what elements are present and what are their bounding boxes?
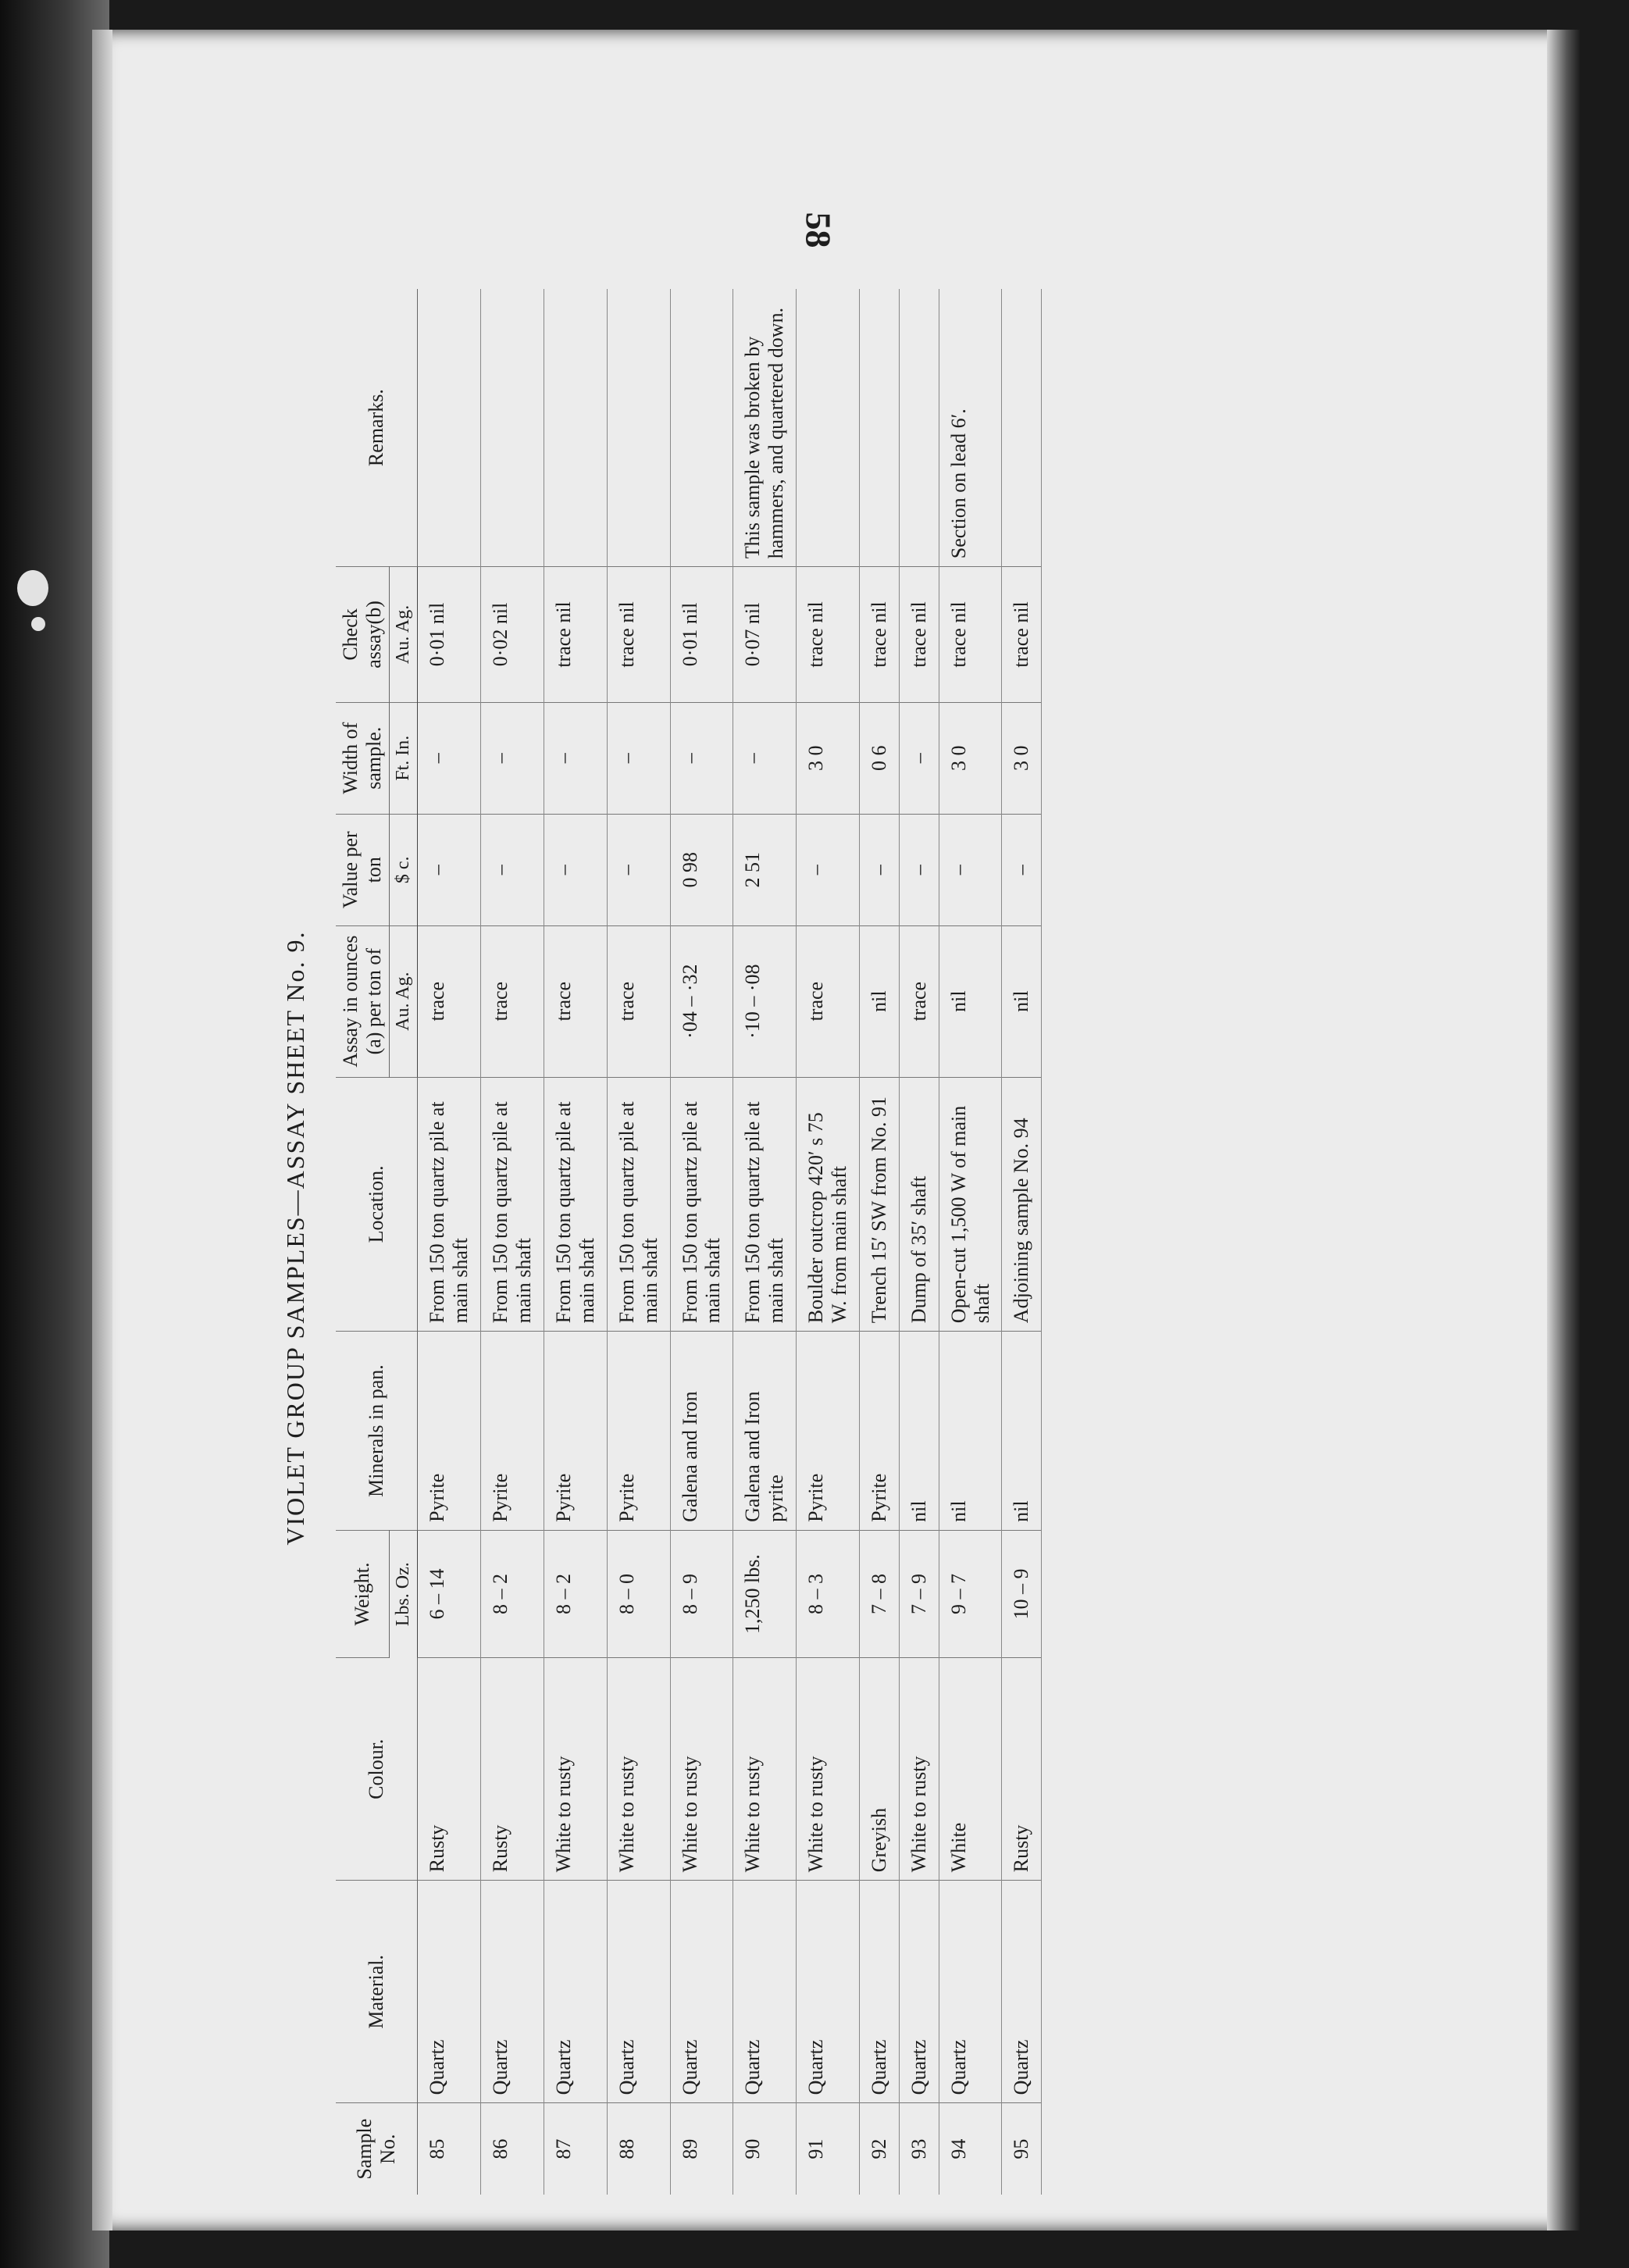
cell-colour: White to rusty: [797, 1658, 860, 1881]
cell-sample-no: 87: [544, 2103, 607, 2195]
cell-remarks: [418, 289, 481, 567]
cell-weight: 8 – 3: [797, 1530, 860, 1657]
cell-minerals: Pyrite: [797, 1332, 860, 1531]
header-minerals: Minerals in pan.: [336, 1332, 418, 1531]
cell-sample-no: 91: [797, 2103, 860, 2195]
cell-minerals: Pyrite: [859, 1332, 899, 1531]
cell-material: Quartz: [418, 1881, 481, 2103]
cell-assay: ·10 – ·08: [733, 925, 797, 1077]
cell-value: –: [544, 814, 607, 925]
cell-material: Quartz: [481, 1881, 544, 2103]
table-row: [607, 289, 670, 2195]
cell-sample-no: 90: [733, 2103, 797, 2195]
cell-check-assay: trace nil: [859, 567, 899, 702]
cell-width: –: [670, 702, 733, 814]
cell-material: Quartz: [939, 1881, 1002, 2103]
cell-minerals: Pyrite: [607, 1332, 670, 1531]
cell-value: –: [481, 814, 544, 925]
header-sample-no: Sample No.: [336, 2103, 418, 2195]
table-row: [418, 289, 481, 2195]
cell-check-assay: trace nil: [899, 567, 939, 702]
header-remarks: Remarks.: [336, 289, 418, 567]
cell-sample-no: 94: [939, 2103, 1002, 2195]
cell-width: 0 6: [859, 702, 899, 814]
cell-assay: trace: [544, 925, 607, 1077]
header-row: [336, 289, 389, 2195]
cell-value: –: [607, 814, 670, 925]
cell-location: From 150 ton quartz pile at main shaft: [670, 1077, 733, 1332]
cell-check-assay: 0·01 nil: [670, 567, 733, 702]
table-row: [859, 289, 899, 2195]
cell-minerals: Pyrite: [544, 1332, 607, 1531]
cell-location: Open-cut 1,500 W of main shaft: [939, 1077, 1002, 1332]
rotated-assay-sheet: [281, 266, 1320, 2210]
sheet-title: VIOLET GROUP SAMPLES—ASSAY SHEET No. 9.: [281, 930, 309, 1546]
cell-remarks: [1002, 289, 1042, 567]
cell-location: Trench 15′ SW from No. 91: [859, 1077, 899, 1332]
header-value: Value per ton: [336, 814, 389, 925]
cell-value: –: [418, 814, 481, 925]
cell-colour: White to rusty: [670, 1658, 733, 1881]
header-weight: Weight.: [336, 1530, 389, 1657]
cell-material: Quartz: [670, 1881, 733, 2103]
cell-colour: Rusty: [418, 1658, 481, 1881]
cell-material: Quartz: [1002, 1881, 1042, 2103]
cell-sample-no: 86: [481, 2103, 544, 2195]
cell-remarks: This sample was broken by hammers, and quartered down.: [733, 289, 797, 567]
cell-assay: trace: [481, 925, 544, 1077]
cell-material: Quartz: [859, 1881, 899, 2103]
cell-assay: nil: [939, 925, 1002, 1077]
cell-width: –: [899, 702, 939, 814]
cell-minerals: Galena and Iron pyrite: [733, 1332, 797, 1531]
cell-sample-no: 88: [607, 2103, 670, 2195]
cell-colour: White: [939, 1658, 1002, 1881]
cell-minerals: Galena and Iron: [670, 1332, 733, 1531]
cell-sample-no: 93: [899, 2103, 939, 2195]
cell-assay: nil: [859, 925, 899, 1077]
cell-location: From 150 ton quartz pile at main shaft: [544, 1077, 607, 1332]
cell-width: –: [607, 702, 670, 814]
cell-remarks: [607, 289, 670, 567]
cell-value: –: [1002, 814, 1042, 925]
cell-colour: White to rusty: [899, 1658, 939, 1881]
cell-colour: White to rusty: [607, 1658, 670, 1881]
cell-weight: 9 – 7: [939, 1530, 1002, 1657]
scan-dust-speck: [31, 617, 45, 631]
binding-strip: [92, 30, 112, 2231]
cell-colour: White to rusty: [544, 1658, 607, 1881]
cell-location: From 150 ton quartz pile at main shaft: [418, 1077, 481, 1332]
cell-value: –: [899, 814, 939, 925]
cell-colour: Rusty: [481, 1658, 544, 1881]
cell-material: Quartz: [607, 1881, 670, 2103]
cell-assay: ·04 – ·32: [670, 925, 733, 1077]
cell-minerals: Pyrite: [418, 1332, 481, 1531]
cell-assay: nil: [1002, 925, 1042, 1077]
cell-width: –: [733, 702, 797, 814]
cell-colour: Greyish: [859, 1658, 899, 1881]
subheader-width: Ft. In.: [389, 702, 418, 814]
cell-minerals: nil: [939, 1332, 1002, 1531]
cell-location: Adjoining sample No. 94: [1002, 1077, 1042, 1332]
cell-sample-no: 89: [670, 2103, 733, 2195]
cell-location: Dump of 35′ shaft: [899, 1077, 939, 1332]
cell-colour: White to rusty: [733, 1658, 797, 1881]
table-row: [481, 289, 544, 2195]
cell-width: 3 0: [797, 702, 860, 814]
cell-value: –: [939, 814, 1002, 925]
cell-remarks: Section on lead 6′.: [939, 289, 1002, 567]
cell-location: Boulder outcrop 420′ s 75 W. from main shaft: [797, 1077, 860, 1332]
cell-remarks: [481, 289, 544, 567]
table-row: [670, 289, 733, 2195]
cell-sample-no: 92: [859, 2103, 899, 2195]
cell-weight: 8 – 9: [670, 1530, 733, 1657]
table-row: [797, 289, 860, 2195]
cell-location: From 150 ton quartz pile at main shaft: [481, 1077, 544, 1332]
cell-assay: trace: [797, 925, 860, 1077]
cell-assay: trace: [899, 925, 939, 1077]
cell-sample-no: 85: [418, 2103, 481, 2195]
cell-assay: trace: [607, 925, 670, 1077]
cell-check-assay: trace nil: [797, 567, 860, 702]
cell-weight: 8 – 2: [544, 1530, 607, 1657]
cell-colour: Rusty: [1002, 1658, 1042, 1881]
header-assay: Assay in ounces (a) per ton of: [336, 925, 389, 1077]
header-material: Material.: [336, 1881, 418, 2103]
cell-check-assay: trace nil: [544, 567, 607, 702]
subheader-assay: Au. Ag.: [389, 925, 418, 1077]
cell-minerals: Pyrite: [481, 1332, 544, 1531]
cell-value: 2 51: [733, 814, 797, 925]
cell-check-assay: trace nil: [1002, 567, 1042, 702]
table-row: [544, 289, 607, 2195]
cell-value: –: [797, 814, 860, 925]
cell-location: From 150 ton quartz pile at main shaft: [733, 1077, 797, 1332]
header-location: Location.: [336, 1077, 418, 1332]
cell-weight: 8 – 0: [607, 1530, 670, 1657]
cell-weight: 6 – 14: [418, 1530, 481, 1657]
cell-minerals: nil: [1002, 1332, 1042, 1531]
cell-value: 0 98: [670, 814, 733, 925]
cell-check-assay: trace nil: [607, 567, 670, 702]
subheader-weight: Lbs. Oz.: [389, 1530, 418, 1657]
cell-sample-no: 95: [1002, 2103, 1042, 2195]
cell-location: From 150 ton quartz pile at main shaft: [607, 1077, 670, 1332]
cell-weight: 7 – 9: [899, 1530, 939, 1657]
table-row: [733, 289, 797, 2195]
header-width: Width of sample.: [336, 702, 389, 814]
cell-check-assay: 0·07 nil: [733, 567, 797, 702]
subheader-check: Au. Ag.: [389, 567, 418, 702]
cell-remarks: [899, 289, 939, 567]
cell-material: Quartz: [797, 1881, 860, 2103]
cell-material: Quartz: [733, 1881, 797, 2103]
cell-minerals: nil: [899, 1332, 939, 1531]
cell-weight: 7 – 8: [859, 1530, 899, 1657]
cell-width: 3 0: [939, 702, 1002, 814]
cell-weight: 1,250 lbs.: [733, 1530, 797, 1657]
cell-width: –: [544, 702, 607, 814]
table-row: [899, 289, 939, 2195]
cell-check-assay: 0·02 nil: [481, 567, 544, 702]
cell-width: 3 0: [1002, 702, 1042, 814]
cell-remarks: [670, 289, 733, 567]
page-right-edge: [1547, 30, 1580, 2231]
table-row: [1002, 289, 1042, 2195]
cell-weight: 8 – 2: [481, 1530, 544, 1657]
page-number: 58: [798, 212, 839, 248]
cell-weight: 10 – 9: [1002, 1530, 1042, 1657]
cell-remarks: [859, 289, 899, 567]
assay-table: [336, 289, 1042, 2195]
cell-width: –: [418, 702, 481, 814]
cell-assay: trace: [418, 925, 481, 1077]
header-colour: Colour.: [336, 1658, 418, 1881]
cell-material: Quartz: [544, 1881, 607, 2103]
cell-check-assay: 0·01 nil: [418, 567, 481, 702]
subheader-value: $ c.: [389, 814, 418, 925]
cell-value: –: [859, 814, 899, 925]
cell-width: –: [481, 702, 544, 814]
cell-remarks: [544, 289, 607, 567]
cell-material: Quartz: [899, 1881, 939, 2103]
header-check-assay: Check assay(b): [336, 567, 389, 702]
table-row: [939, 289, 1002, 2195]
cell-check-assay: trace nil: [939, 567, 1002, 702]
cell-remarks: [797, 289, 860, 567]
scan-dust-speck: [17, 570, 48, 606]
